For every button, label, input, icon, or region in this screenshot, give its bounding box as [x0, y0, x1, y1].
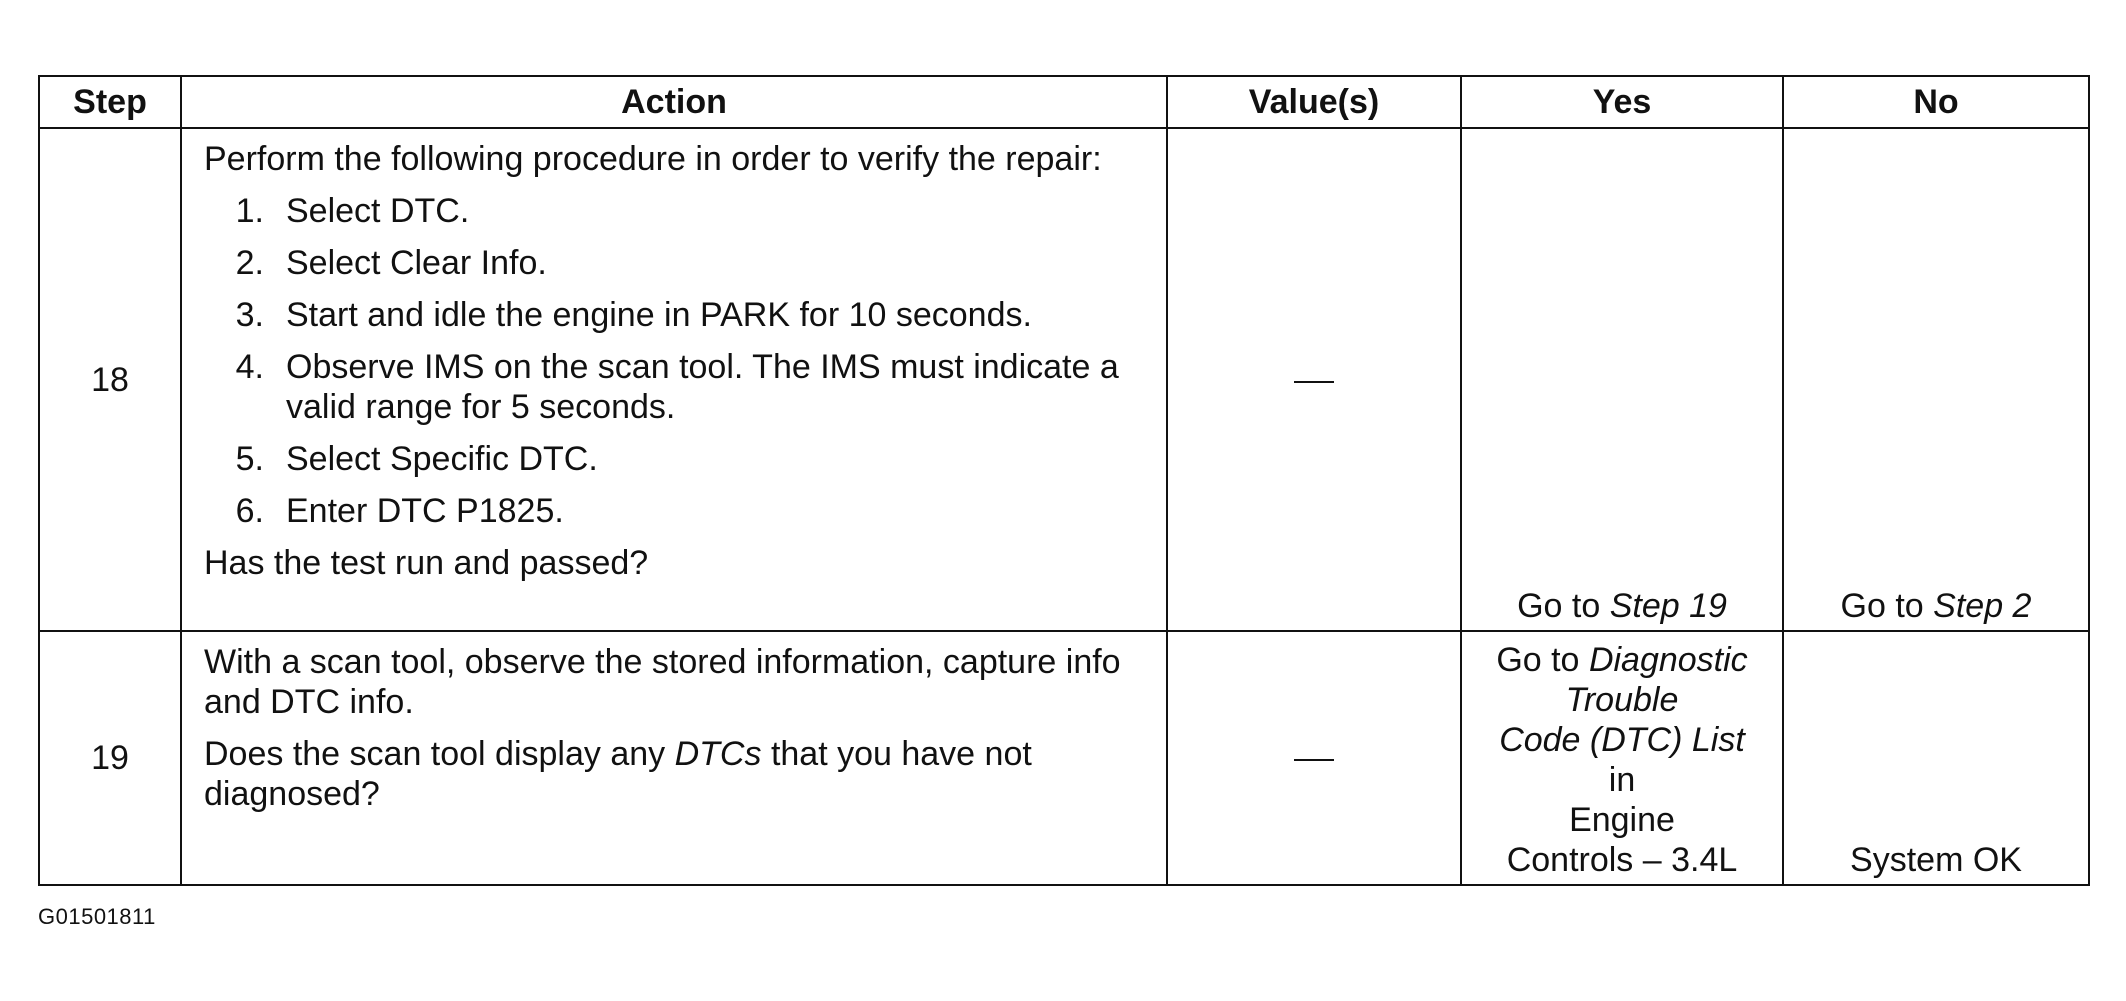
diagnostic-table: [38, 75, 2090, 886]
dtc-list-link[interactable]: Diagnostic: [1588, 641, 1748, 679]
step-number: 18: [39, 128, 181, 631]
list-item-number: 5.: [235, 440, 264, 478]
yes-step-link[interactable]: Step 19: [1609, 587, 1727, 625]
table-row-step-19: [39, 631, 2089, 885]
dash-placeholder: [1294, 381, 1334, 383]
dash-placeholder: [1294, 759, 1334, 761]
action-question: Has the test run and passed?: [204, 544, 649, 582]
figure-code: G01501811: [38, 904, 156, 929]
header-step: Step: [39, 76, 181, 128]
list-item-number: 1.: [235, 192, 264, 230]
header-action: Action: [181, 76, 1167, 128]
list-item-text: Observe IMS on the scan tool. The IMS must indicate a valid range for 5 seconds.: [286, 348, 1119, 426]
list-item-number: 3.: [235, 296, 264, 334]
question-dtcs: DTCs: [674, 735, 762, 773]
list-item: [204, 439, 1146, 479]
yes-cell: [1461, 631, 1783, 885]
action-paragraph: With a scan tool, observe the stored information, capture info and DTC info.: [204, 643, 1121, 721]
list-item-number: 4.: [235, 348, 264, 386]
question-part: that you have not diagnosed?: [204, 735, 1032, 813]
list-item-number: 6.: [235, 492, 264, 530]
list-item: [204, 243, 1146, 283]
action-intro: Perform the following procedure in order to verify the repair:: [204, 140, 1102, 178]
action-cell: [181, 128, 1167, 631]
action-question: [204, 734, 1146, 814]
yes-line: Controls – 3.4L: [1506, 841, 1738, 879]
procedure-list: [204, 191, 1146, 531]
value-cell: [1167, 631, 1461, 885]
list-item-text: Select Specific DTC.: [286, 440, 598, 478]
yes-line[interactable]: Code (DTC) List: [1499, 721, 1745, 759]
yes-line: in: [1608, 761, 1636, 799]
no-prefix: Go to: [1840, 587, 1924, 625]
table-row-step-18: [39, 128, 2089, 631]
list-item-text: Select Clear Info.: [286, 244, 547, 282]
header-values: Value(s): [1167, 76, 1461, 128]
value-cell: [1167, 128, 1461, 631]
yes-line[interactable]: Trouble: [1565, 681, 1679, 719]
list-item-text: Start and idle the engine in PARK for 10 seconds.: [286, 296, 1032, 334]
list-item: [204, 295, 1146, 335]
header-yes: Yes: [1461, 76, 1783, 128]
yes-line: Engine: [1569, 801, 1675, 839]
yes-line: [1462, 640, 1782, 680]
step-number: 19: [39, 631, 181, 885]
no-cell: [1783, 128, 2089, 631]
list-item: [204, 347, 1146, 427]
header-no: No: [1783, 76, 2089, 128]
header-row: [39, 76, 2089, 128]
yes-prefix: Go to: [1517, 587, 1601, 625]
action-cell: [181, 631, 1167, 885]
question-part: Does the scan tool display any: [204, 735, 675, 773]
list-item: [204, 191, 1146, 231]
no-cell: System OK: [1783, 631, 2089, 885]
no-step-link[interactable]: Step 2: [1933, 587, 2032, 625]
list-item: [204, 491, 1146, 531]
list-item-text: Select DTC.: [286, 192, 470, 230]
list-item-number: 2.: [235, 244, 264, 282]
yes-cell: [1461, 128, 1783, 631]
list-item-text: Enter DTC P1825.: [286, 492, 564, 530]
yes-prefix: Go to: [1496, 641, 1580, 679]
